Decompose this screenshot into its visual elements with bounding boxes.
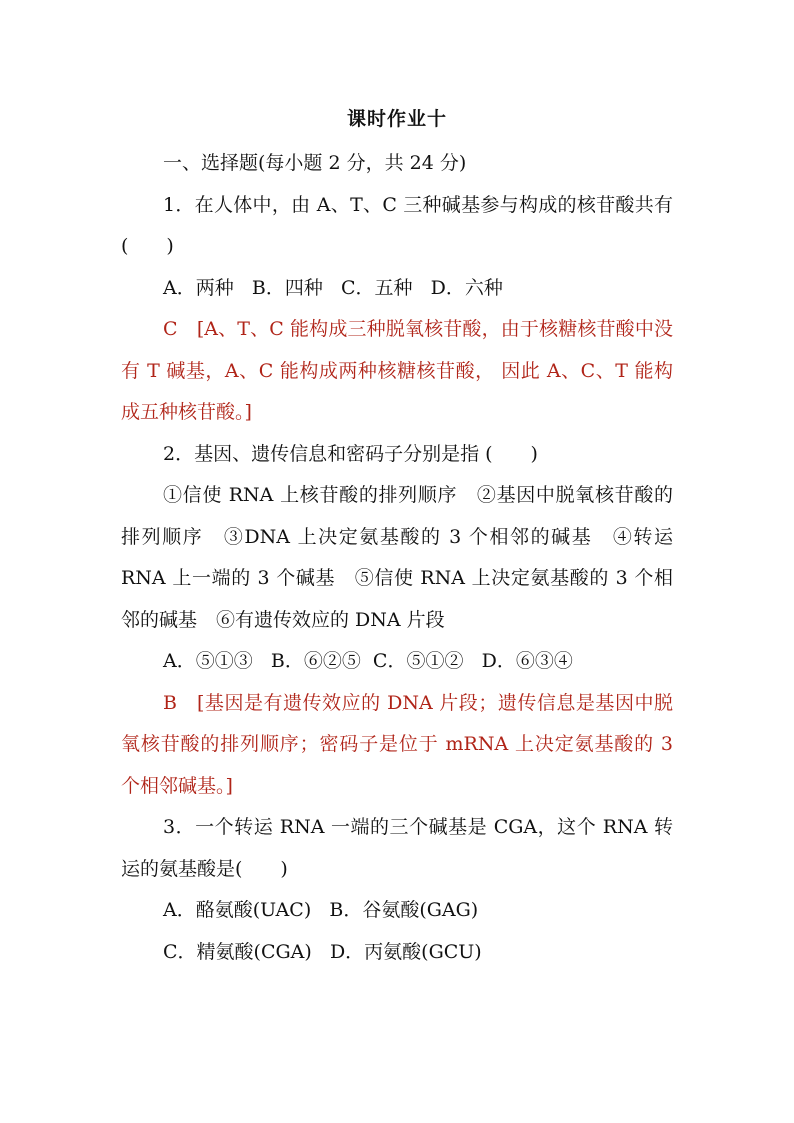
content-body (121, 143, 673, 973)
page-title: 课时作业十 (346, 108, 447, 130)
q1-option-c: C．五种 (340, 276, 413, 299)
q3-option-a: A．酪氨酸(UAC) (163, 899, 312, 921)
q2-option-b: B．⑥②⑤ (270, 650, 361, 672)
section-heading: 一、选择题(每小题 2 分，共 24 分) (163, 152, 467, 174)
q3-option-d: D．丙氨酸(GCU) (329, 940, 482, 963)
question-2-stem: 2．基因、遗传信息和密码子分别是指 ( ) (163, 442, 538, 465)
question-1-answer: C [A、T、C 能构成三种脱氧核苷酸，由于核糖核苷酸中没有 T 碱基，A、C 能构成两种核糖核苷酸， 因此 A、C、T 能构成五种核苷酸。] (121, 318, 673, 423)
question-1-stem: 1．在人体中，由 A、T、C 三种碱基参与构成的核苷酸共有( ) (121, 193, 673, 257)
q3-option-c: C．精氨酸(CGA) (163, 940, 312, 963)
q2-option-d: D．⑥③④ (481, 650, 573, 672)
question-3-options-row-1 (121, 890, 673, 932)
q1-option-d: D．六种 (430, 276, 503, 299)
q2-option-a: A．⑤①③ (163, 650, 253, 672)
question-2-answer: B [基因是有遗传效应的 DNA 片段；遗传信息是基因中脱氧核苷酸的排列顺序；密码子是位于 mRNA 上决定氨基酸的 3 个相邻碱基。] (121, 691, 673, 797)
q1-option-a: A．两种 (163, 276, 234, 299)
question-2-items: ①信使 RNA 上核苷酸的排列顺序 ②基因中脱氧核苷酸的排列顺序 ③DNA 上决定氨基酸的 3 个相邻的碱基 ④转运 RNA 上一端的 3 个碱基 ⑤信使 RNA 上决定氨基酸的 3 个相邻的碱基 ⑥有遗传效应的 DNA 片段 (121, 484, 673, 631)
q3-option-b: B．谷氨酸(GAG) (329, 899, 479, 921)
question-1-options (121, 268, 673, 310)
question-3-stem: 3．一个转运 RNA 一端的三个碱基是 CGA，这个 RNA 转运的氨基酸是( ) (121, 816, 673, 880)
q1-option-b: B．四种 (251, 276, 323, 299)
q2-option-c: C．⑤①② (372, 650, 464, 672)
question-3-options-row-2 (121, 932, 673, 974)
question-2-options (121, 641, 673, 683)
